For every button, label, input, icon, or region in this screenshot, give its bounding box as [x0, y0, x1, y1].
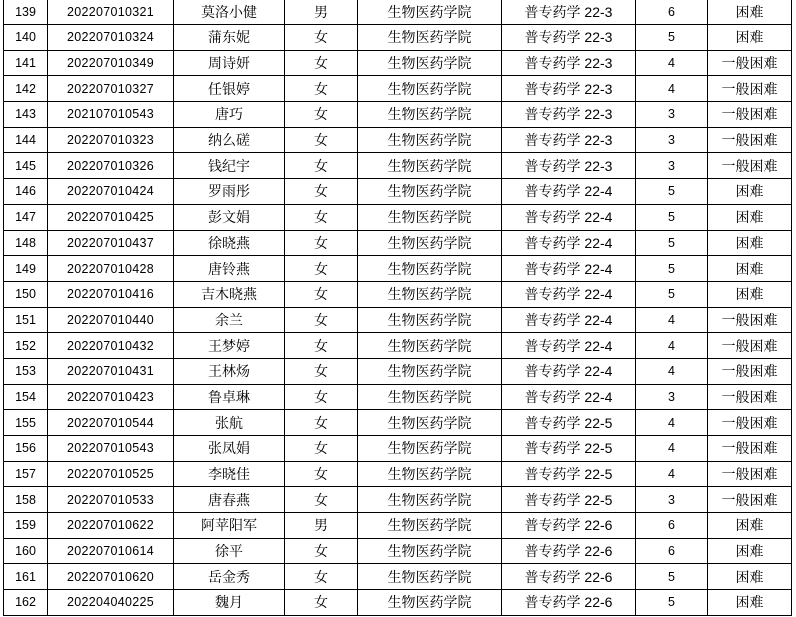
row-number-cell: 142 — [4, 76, 48, 102]
student-name-cell: 唐春燕 — [174, 487, 285, 513]
table-row — [4, 204, 792, 230]
difficulty-level-cell: 一般困难 — [708, 307, 792, 333]
gender-cell: 女 — [285, 256, 358, 282]
row-number-cell: 155 — [4, 410, 48, 436]
row-number-cell: 159 — [4, 513, 48, 539]
score-cell: 4 — [636, 307, 708, 333]
table-row — [4, 127, 792, 153]
score-cell: 4 — [636, 410, 708, 436]
college-cell: 生物医药学院 — [358, 487, 502, 513]
major-class-cell: 普专药学 22-3 — [502, 153, 636, 179]
student-id-cell: 202207010533 — [48, 487, 174, 513]
table-row — [4, 590, 792, 616]
gender-cell: 女 — [285, 179, 358, 205]
student-id-cell: 202107010543 — [48, 102, 174, 128]
gender-cell: 男 — [285, 0, 358, 25]
major-class-cell: 普专药学 22-4 — [502, 358, 636, 384]
college-cell: 生物医药学院 — [358, 25, 502, 51]
gender-cell: 女 — [285, 307, 358, 333]
gender-cell: 女 — [285, 564, 358, 590]
student-id-cell: 202207010622 — [48, 513, 174, 539]
student-name-cell: 纳么磋 — [174, 127, 285, 153]
row-number-cell: 145 — [4, 153, 48, 179]
major-class-cell: 普专药学 22-6 — [502, 513, 636, 539]
student-name-cell: 唐巧 — [174, 102, 285, 128]
college-cell: 生物医药学院 — [358, 513, 502, 539]
row-number-cell: 160 — [4, 538, 48, 564]
score-cell: 3 — [636, 487, 708, 513]
score-cell: 6 — [636, 513, 708, 539]
row-number-cell: 139 — [4, 0, 48, 25]
score-cell: 6 — [636, 538, 708, 564]
difficulty-level-cell: 困难 — [708, 0, 792, 25]
score-cell: 5 — [636, 564, 708, 590]
student-id-cell: 202207010423 — [48, 384, 174, 410]
college-cell: 生物医药学院 — [358, 436, 502, 462]
major-class-cell: 普专药学 22-4 — [502, 281, 636, 307]
student-id-cell: 202207010525 — [48, 461, 174, 487]
major-class-cell: 普专药学 22-4 — [502, 204, 636, 230]
table-row — [4, 333, 792, 359]
table-row — [4, 76, 792, 102]
student-id-cell: 202207010416 — [48, 281, 174, 307]
student-name-cell: 李晓佳 — [174, 461, 285, 487]
gender-cell: 女 — [285, 384, 358, 410]
student-name-cell: 余兰 — [174, 307, 285, 333]
row-number-cell: 156 — [4, 436, 48, 462]
major-class-cell: 普专药学 22-3 — [502, 25, 636, 51]
difficulty-level-cell: 一般困难 — [708, 76, 792, 102]
row-number-cell: 151 — [4, 307, 48, 333]
student-id-cell: 202207010431 — [48, 358, 174, 384]
row-number-cell: 148 — [4, 230, 48, 256]
student-name-cell: 唐铃燕 — [174, 256, 285, 282]
row-number-cell: 141 — [4, 50, 48, 76]
table-row — [4, 230, 792, 256]
student-name-cell: 王林炀 — [174, 358, 285, 384]
major-class-cell: 普专药学 22-6 — [502, 564, 636, 590]
gender-cell: 女 — [285, 204, 358, 230]
table-row — [4, 461, 792, 487]
college-cell: 生物医药学院 — [358, 281, 502, 307]
student-id-cell: 202207010349 — [48, 50, 174, 76]
student-id-cell: 202207010321 — [48, 0, 174, 25]
college-cell: 生物医药学院 — [358, 538, 502, 564]
major-class-cell: 普专药学 22-3 — [502, 127, 636, 153]
score-cell: 3 — [636, 102, 708, 128]
college-cell: 生物医药学院 — [358, 127, 502, 153]
score-cell: 4 — [636, 461, 708, 487]
college-cell: 生物医药学院 — [358, 179, 502, 205]
student-name-cell: 阿苹阳军 — [174, 513, 285, 539]
student-id-cell: 202207010424 — [48, 179, 174, 205]
gender-cell: 女 — [285, 25, 358, 51]
difficulty-level-cell: 困难 — [708, 25, 792, 51]
student-name-cell: 钱纪宇 — [174, 153, 285, 179]
score-cell: 4 — [636, 358, 708, 384]
student-id-cell: 202207010323 — [48, 127, 174, 153]
student-name-cell: 罗雨彤 — [174, 179, 285, 205]
student-name-cell: 魏月 — [174, 590, 285, 616]
table-row — [4, 50, 792, 76]
score-cell: 6 — [636, 0, 708, 25]
row-number-cell: 153 — [4, 358, 48, 384]
college-cell: 生物医药学院 — [358, 564, 502, 590]
college-cell: 生物医药学院 — [358, 256, 502, 282]
college-cell: 生物医药学院 — [358, 307, 502, 333]
score-cell: 5 — [636, 590, 708, 616]
row-number-cell: 152 — [4, 333, 48, 359]
college-cell: 生物医药学院 — [358, 384, 502, 410]
difficulty-level-cell: 一般困难 — [708, 333, 792, 359]
gender-cell: 女 — [285, 153, 358, 179]
major-class-cell: 普专药学 22-5 — [502, 436, 636, 462]
student-name-cell: 鲁卓琳 — [174, 384, 285, 410]
major-class-cell: 普专药学 22-3 — [502, 76, 636, 102]
score-cell: 4 — [636, 333, 708, 359]
difficulty-level-cell: 一般困难 — [708, 487, 792, 513]
student-id-cell: 202207010620 — [48, 564, 174, 590]
score-cell: 3 — [636, 127, 708, 153]
gender-cell: 女 — [285, 410, 358, 436]
row-number-cell: 149 — [4, 256, 48, 282]
score-cell: 5 — [636, 179, 708, 205]
score-cell: 3 — [636, 384, 708, 410]
table-row — [4, 256, 792, 282]
difficulty-level-cell: 困难 — [708, 256, 792, 282]
table-row — [4, 153, 792, 179]
table-row — [4, 538, 792, 564]
student-name-cell: 岳金秀 — [174, 564, 285, 590]
table-body — [4, 0, 792, 615]
major-class-cell: 普专药学 22-3 — [502, 102, 636, 128]
student-name-cell: 王梦婷 — [174, 333, 285, 359]
row-number-cell: 162 — [4, 590, 48, 616]
college-cell: 生物医药学院 — [358, 50, 502, 76]
score-cell: 5 — [636, 281, 708, 307]
student-id-cell: 202207010327 — [48, 76, 174, 102]
difficulty-level-cell: 一般困难 — [708, 384, 792, 410]
score-cell: 5 — [636, 230, 708, 256]
row-number-cell: 158 — [4, 487, 48, 513]
score-cell: 4 — [636, 76, 708, 102]
student-name-cell: 彭文娟 — [174, 204, 285, 230]
row-number-cell: 144 — [4, 127, 48, 153]
table-row — [4, 487, 792, 513]
difficulty-level-cell: 困难 — [708, 281, 792, 307]
difficulty-level-cell: 一般困难 — [708, 153, 792, 179]
student-id-cell: 202207010326 — [48, 153, 174, 179]
gender-cell: 男 — [285, 513, 358, 539]
gender-cell: 女 — [285, 127, 358, 153]
major-class-cell: 普专药学 22-4 — [502, 256, 636, 282]
student-name-cell: 周诗妍 — [174, 50, 285, 76]
score-cell: 5 — [636, 204, 708, 230]
gender-cell: 女 — [285, 436, 358, 462]
student-name-cell: 徐平 — [174, 538, 285, 564]
student-name-cell: 张航 — [174, 410, 285, 436]
student-name-cell: 张凤娟 — [174, 436, 285, 462]
major-class-cell: 普专药学 22-3 — [502, 0, 636, 25]
student-list-table — [3, 0, 792, 616]
student-id-cell: 202207010432 — [48, 333, 174, 359]
score-cell: 5 — [636, 25, 708, 51]
row-number-cell: 154 — [4, 384, 48, 410]
difficulty-level-cell: 困难 — [708, 230, 792, 256]
gender-cell: 女 — [285, 461, 358, 487]
difficulty-level-cell: 困难 — [708, 179, 792, 205]
row-number-cell: 157 — [4, 461, 48, 487]
major-class-cell: 普专药学 22-4 — [502, 384, 636, 410]
gender-cell: 女 — [285, 76, 358, 102]
college-cell: 生物医药学院 — [358, 410, 502, 436]
college-cell: 生物医药学院 — [358, 76, 502, 102]
row-number-cell: 147 — [4, 204, 48, 230]
score-cell: 4 — [636, 50, 708, 76]
score-cell: 5 — [636, 256, 708, 282]
row-number-cell: 161 — [4, 564, 48, 590]
difficulty-level-cell: 困难 — [708, 564, 792, 590]
college-cell: 生物医药学院 — [358, 358, 502, 384]
student-name-cell: 任银婷 — [174, 76, 285, 102]
student-id-cell: 202204040225 — [48, 590, 174, 616]
gender-cell: 女 — [285, 333, 358, 359]
college-cell: 生物医药学院 — [358, 333, 502, 359]
gender-cell: 女 — [285, 102, 358, 128]
score-cell: 4 — [636, 436, 708, 462]
major-class-cell: 普专药学 22-6 — [502, 538, 636, 564]
table-row — [4, 384, 792, 410]
gender-cell: 女 — [285, 538, 358, 564]
table-row — [4, 358, 792, 384]
table-row — [4, 564, 792, 590]
major-class-cell: 普专药学 22-6 — [502, 590, 636, 616]
difficulty-level-cell: 困难 — [708, 204, 792, 230]
difficulty-level-cell: 困难 — [708, 538, 792, 564]
table-row — [4, 436, 792, 462]
student-id-cell: 202207010440 — [48, 307, 174, 333]
college-cell: 生物医药学院 — [358, 102, 502, 128]
major-class-cell: 普专药学 22-4 — [502, 179, 636, 205]
college-cell: 生物医药学院 — [358, 461, 502, 487]
gender-cell: 女 — [285, 358, 358, 384]
difficulty-level-cell: 一般困难 — [708, 461, 792, 487]
table-row — [4, 513, 792, 539]
gender-cell: 女 — [285, 230, 358, 256]
major-class-cell: 普专药学 22-4 — [502, 307, 636, 333]
student-name-cell: 吉木晓燕 — [174, 281, 285, 307]
difficulty-level-cell: 一般困难 — [708, 102, 792, 128]
row-number-cell: 150 — [4, 281, 48, 307]
major-class-cell: 普专药学 22-5 — [502, 410, 636, 436]
college-cell: 生物医药学院 — [358, 153, 502, 179]
difficulty-level-cell: 一般困难 — [708, 436, 792, 462]
student-id-cell: 202207010614 — [48, 538, 174, 564]
table-row — [4, 410, 792, 436]
difficulty-level-cell: 一般困难 — [708, 50, 792, 76]
gender-cell: 女 — [285, 590, 358, 616]
major-class-cell: 普专药学 22-5 — [502, 487, 636, 513]
major-class-cell: 普专药学 22-5 — [502, 461, 636, 487]
student-name-cell: 蒲东妮 — [174, 25, 285, 51]
student-id-cell: 202207010437 — [48, 230, 174, 256]
college-cell: 生物医药学院 — [358, 0, 502, 25]
difficulty-level-cell: 困难 — [708, 513, 792, 539]
score-cell: 3 — [636, 153, 708, 179]
table-row — [4, 281, 792, 307]
student-name-cell: 莫洛小健 — [174, 0, 285, 25]
table-row — [4, 179, 792, 205]
student-id-cell: 202207010428 — [48, 256, 174, 282]
gender-cell: 女 — [285, 281, 358, 307]
student-id-cell: 202207010425 — [48, 204, 174, 230]
difficulty-level-cell: 困难 — [708, 590, 792, 616]
table-row — [4, 0, 792, 25]
student-id-cell: 202207010324 — [48, 25, 174, 51]
college-cell: 生物医药学院 — [358, 590, 502, 616]
student-id-cell: 202207010543 — [48, 436, 174, 462]
major-class-cell: 普专药学 22-4 — [502, 230, 636, 256]
row-number-cell: 146 — [4, 179, 48, 205]
table-row — [4, 307, 792, 333]
difficulty-level-cell: 一般困难 — [708, 410, 792, 436]
college-cell: 生物医药学院 — [358, 204, 502, 230]
row-number-cell: 143 — [4, 102, 48, 128]
student-id-cell: 202207010544 — [48, 410, 174, 436]
row-number-cell: 140 — [4, 25, 48, 51]
student-name-cell: 徐晓燕 — [174, 230, 285, 256]
gender-cell: 女 — [285, 487, 358, 513]
table-row — [4, 25, 792, 51]
college-cell: 生物医药学院 — [358, 230, 502, 256]
table-row — [4, 102, 792, 128]
difficulty-level-cell: 一般困难 — [708, 127, 792, 153]
gender-cell: 女 — [285, 50, 358, 76]
major-class-cell: 普专药学 22-3 — [502, 50, 636, 76]
difficulty-level-cell: 一般困难 — [708, 358, 792, 384]
major-class-cell: 普专药学 22-4 — [502, 333, 636, 359]
